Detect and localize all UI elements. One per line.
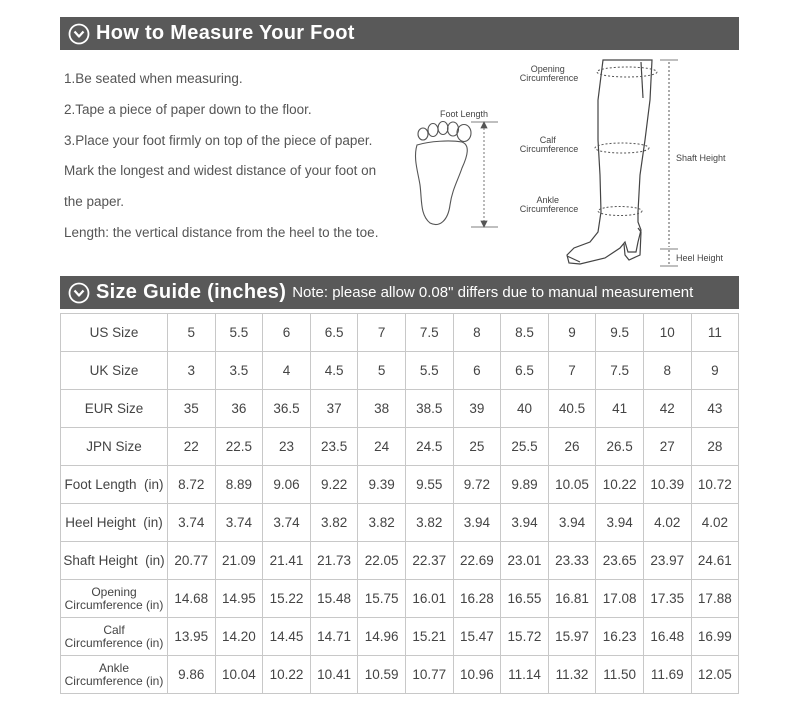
- table-cell: 11: [691, 314, 739, 352]
- opening-label: Opening Circumference: [519, 64, 579, 83]
- table-cell: 21.41: [263, 542, 311, 580]
- table-cell: 6: [453, 352, 501, 390]
- table-cell: 5: [168, 314, 216, 352]
- table-cell: 11.69: [643, 656, 691, 694]
- table-cell: 9.89: [501, 466, 549, 504]
- table-cell: 17.88: [691, 580, 739, 618]
- table-cell: 5.5: [405, 352, 453, 390]
- table-cell: 9: [548, 314, 596, 352]
- table-row: [61, 352, 739, 390]
- row-label-line: Circumference (in): [64, 597, 164, 612]
- calf-label: Calf Circumference: [519, 135, 579, 154]
- table-cell: 10.59: [358, 656, 406, 694]
- table-cell: 10: [643, 314, 691, 352]
- table-cell: 41: [596, 390, 644, 428]
- table-cell: 3.94: [548, 504, 596, 542]
- step-text: 2.Tape a piece of paper down to the floor.: [64, 101, 312, 117]
- table-cell: 21.09: [215, 542, 263, 580]
- table-cell: 3.74: [215, 504, 263, 542]
- table-cell: 27: [643, 428, 691, 466]
- table-cell: 3.94: [453, 504, 501, 542]
- table-cell: 5: [358, 352, 406, 390]
- table-cell: 23.01: [501, 542, 549, 580]
- size-guide-note: Note: please allow 0.08" differs due to manual measurement: [292, 284, 694, 301]
- table-cell: 16.99: [691, 618, 739, 656]
- row-label: UK Size: [61, 352, 168, 390]
- table-cell: 4.02: [643, 504, 691, 542]
- table-cell: 4: [263, 352, 311, 390]
- step-text: 1.Be seated when measuring.: [64, 71, 243, 86]
- table-cell: 9.22: [310, 466, 358, 504]
- table-cell: 3.82: [310, 504, 358, 542]
- table-cell: 22.05: [358, 542, 406, 580]
- table-cell: 16.81: [548, 580, 596, 618]
- table-cell: 21.73: [310, 542, 358, 580]
- measure-instructions: [64, 64, 404, 249]
- table-cell: 9.55: [405, 466, 453, 504]
- table-cell: 9.06: [263, 466, 311, 504]
- table-cell: 9.72: [453, 466, 501, 504]
- row-label: [61, 580, 168, 618]
- table-cell: 23.65: [596, 542, 644, 580]
- table-cell: 39: [453, 390, 501, 428]
- table-cell: 43: [691, 390, 739, 428]
- table-cell: 15.72: [501, 618, 549, 656]
- row-label-line: Circumference (in): [64, 673, 164, 688]
- table-cell: 24.61: [691, 542, 739, 580]
- table-cell: 20.77: [168, 542, 216, 580]
- table-cell: 26: [548, 428, 596, 466]
- table-row: [61, 466, 739, 504]
- table-cell: 10.22: [596, 466, 644, 504]
- row-label: EUR Size: [61, 390, 168, 428]
- table-cell: 17.35: [643, 580, 691, 618]
- table-cell: 23.97: [643, 542, 691, 580]
- table-cell: 10.22: [263, 656, 311, 694]
- table-cell: 10.72: [691, 466, 739, 504]
- size-table: [60, 313, 739, 694]
- table-cell: 26.5: [596, 428, 644, 466]
- row-label: Heel Height (in): [61, 504, 168, 542]
- table-row: [61, 504, 739, 542]
- table-row: [61, 542, 739, 580]
- table-cell: 5.5: [215, 314, 263, 352]
- table-cell: 15.22: [263, 580, 311, 618]
- table-cell: 9.5: [596, 314, 644, 352]
- table-cell: 35: [168, 390, 216, 428]
- table-cell: 14.95: [215, 580, 263, 618]
- table-cell: 24.5: [405, 428, 453, 466]
- table-cell: 15.21: [405, 618, 453, 656]
- chevron-down-icon: [68, 23, 90, 45]
- table-cell: 9: [691, 352, 739, 390]
- foot-length-label: Foot Length: [440, 109, 489, 119]
- table-cell: 8: [453, 314, 501, 352]
- table-row: [61, 656, 739, 694]
- heel-height-label: Heel Height: [676, 253, 724, 263]
- table-cell: 40: [501, 390, 549, 428]
- table-cell: 10.41: [310, 656, 358, 694]
- row-label-line: Opening: [91, 584, 137, 599]
- row-label: [61, 618, 168, 656]
- table-cell: 22: [168, 428, 216, 466]
- step-text: the paper.: [64, 194, 125, 210]
- table-cell: 6.5: [310, 314, 358, 352]
- table-row: [61, 580, 739, 618]
- table-cell: 8.5: [501, 314, 549, 352]
- table-cell: 3.94: [596, 504, 644, 542]
- table-cell: 12.05: [691, 656, 739, 694]
- measure-header: [60, 17, 739, 50]
- table-cell: 13.95: [168, 618, 216, 656]
- table-cell: 14.68: [168, 580, 216, 618]
- measure-title: How to Measure Your Foot: [96, 22, 355, 44]
- step-text: Length: the vertical distance from the heel to the toe.: [64, 224, 379, 240]
- table-cell: 4.5: [310, 352, 358, 390]
- table-cell: 14.20: [215, 618, 263, 656]
- table-cell: 16.48: [643, 618, 691, 656]
- table-cell: 6.5: [501, 352, 549, 390]
- table-cell: 11.50: [596, 656, 644, 694]
- table-cell: 16.23: [596, 618, 644, 656]
- table-cell: 3.5: [215, 352, 263, 390]
- row-label-line: Circumference (in): [64, 635, 164, 650]
- shaft-height-label: Shaft Height: [676, 153, 726, 163]
- table-cell: 11.32: [548, 656, 596, 694]
- table-cell: 16.01: [405, 580, 453, 618]
- table-cell: 14.45: [263, 618, 311, 656]
- table-cell: 17.08: [596, 580, 644, 618]
- table-cell: 7: [358, 314, 406, 352]
- table-cell: 3.74: [263, 504, 311, 542]
- boot-diagram: [567, 60, 652, 264]
- size-guide-header: [60, 276, 739, 309]
- size-guide-title: Size Guide (inches): [96, 281, 287, 303]
- table-cell: 6: [263, 314, 311, 352]
- table-row: [61, 428, 739, 466]
- table-cell: 40.5: [548, 390, 596, 428]
- boot-measure-lines: [595, 62, 669, 266]
- table-cell: 36: [215, 390, 263, 428]
- table-cell: 3.74: [168, 504, 216, 542]
- ankle-label: Ankle Circumference: [519, 195, 579, 214]
- table-cell: 14.71: [310, 618, 358, 656]
- table-cell: 16.28: [453, 580, 501, 618]
- row-label: Shaft Height (in): [61, 542, 168, 580]
- step-text: 3.Place your foot firmly on top of the piece of paper.: [64, 132, 373, 148]
- table-cell: 22.69: [453, 542, 501, 580]
- row-label-line: Calf: [103, 622, 125, 637]
- table-cell: 9.86: [168, 656, 216, 694]
- table-cell: 28: [691, 428, 739, 466]
- table-cell: 4.02: [691, 504, 739, 542]
- table-cell: 10.96: [453, 656, 501, 694]
- table-cell: 22.37: [405, 542, 453, 580]
- table-cell: 7: [548, 352, 596, 390]
- table-cell: 23.33: [548, 542, 596, 580]
- table-cell: 3: [168, 352, 216, 390]
- table-cell: 3.94: [501, 504, 549, 542]
- table-cell: 15.47: [453, 618, 501, 656]
- table-row: [61, 390, 739, 428]
- table-cell: 15.48: [310, 580, 358, 618]
- table-cell: 8.72: [168, 466, 216, 504]
- table-cell: 25: [453, 428, 501, 466]
- row-label: JPN Size: [61, 428, 168, 466]
- table-cell: 23: [263, 428, 311, 466]
- chevron-down-icon: [68, 282, 90, 304]
- table-row: [61, 618, 739, 656]
- table-cell: 15.75: [358, 580, 406, 618]
- table-cell: 10.77: [405, 656, 453, 694]
- row-label-line: Ankle: [98, 660, 130, 675]
- table-cell: 10.39: [643, 466, 691, 504]
- table-cell: 10.04: [215, 656, 263, 694]
- table-cell: 8.89: [215, 466, 263, 504]
- table-row: [61, 314, 739, 352]
- table-cell: 23.5: [310, 428, 358, 466]
- foot-diagram: [415, 122, 471, 225]
- table-cell: 14.96: [358, 618, 406, 656]
- table-cell: 22.5: [215, 428, 263, 466]
- table-cell: 36.5: [263, 390, 311, 428]
- table-cell: 42: [643, 390, 691, 428]
- table-cell: 24: [358, 428, 406, 466]
- table-cell: 25.5: [501, 428, 549, 466]
- table-cell: 8: [643, 352, 691, 390]
- boot-measure-ticks: [660, 60, 678, 266]
- table-cell: 9.39: [358, 466, 406, 504]
- table-cell: 3.82: [405, 504, 453, 542]
- table-cell: 7.5: [405, 314, 453, 352]
- row-label: US Size: [61, 314, 168, 352]
- table-cell: 15.97: [548, 618, 596, 656]
- row-label: Foot Length (in): [61, 466, 168, 504]
- table-cell: 11.14: [501, 656, 549, 694]
- table-cell: 3.82: [358, 504, 406, 542]
- foot-length-arrow: [471, 122, 498, 227]
- table-cell: 38: [358, 390, 406, 428]
- table-cell: 38.5: [405, 390, 453, 428]
- step-text: Mark the longest and widest distance of your foot on: [64, 163, 377, 179]
- table-cell: 7.5: [596, 352, 644, 390]
- row-label: [61, 656, 168, 694]
- table-cell: 16.55: [501, 580, 549, 618]
- table-cell: 37: [310, 390, 358, 428]
- table-cell: 10.05: [548, 466, 596, 504]
